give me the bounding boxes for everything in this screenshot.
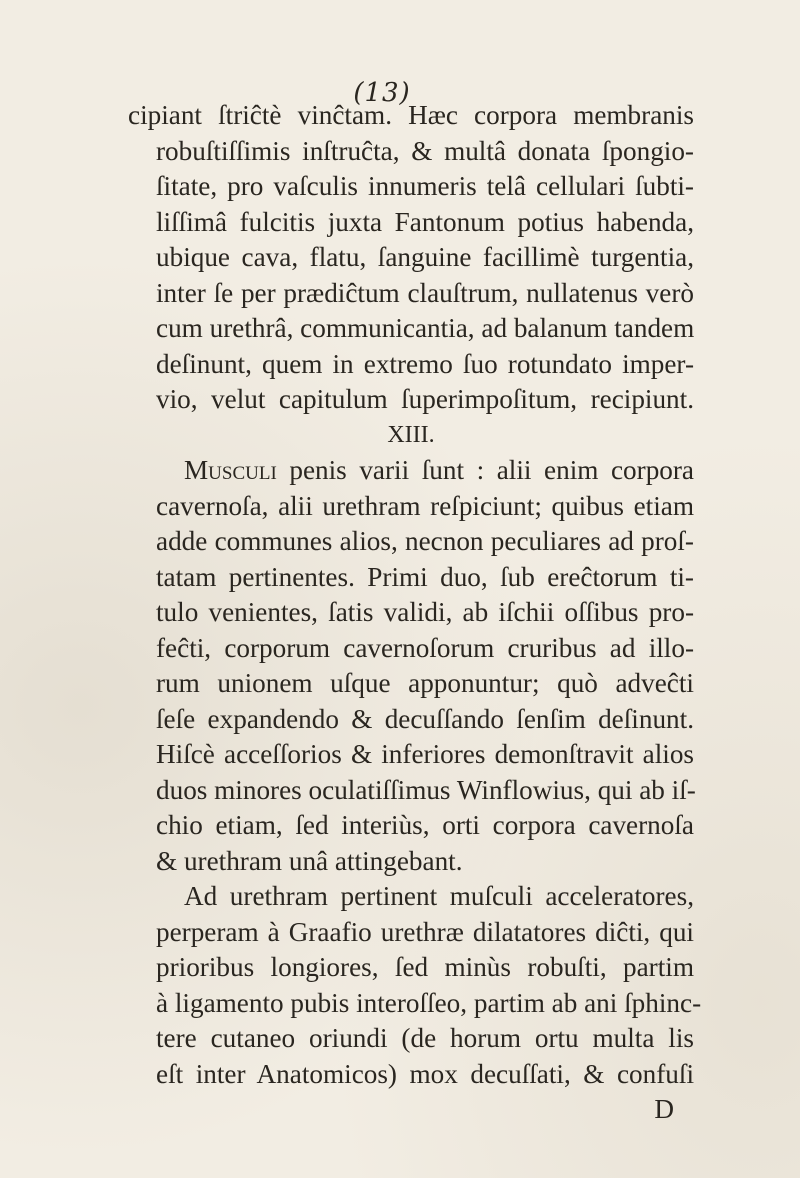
text-line: chio etiam, ſed interiùs, orti corpora cavernoſa bbox=[156, 810, 694, 840]
text-line: Ad urethram pertinent muſculi acceleratores, bbox=[184, 881, 694, 911]
text-line: rum unionem uſque apponuntur; quò adveĉti bbox=[156, 668, 694, 698]
text-line: feĉti, corporum cavernoſorum cruribus ad illo- bbox=[156, 632, 694, 663]
text-line: ſeſe expandendo & decuſſando ſenſim deſinunt. bbox=[156, 703, 694, 734]
text-line: liſſimâ fulcitis juxta Fantonum potius habenda, bbox=[156, 206, 694, 237]
text-line: cavernoſa, alii urethram reſpiciunt; quibus etiam bbox=[156, 490, 694, 521]
text-line: inter ſe per prædiĉtum clauſtrum, nullatenus verò bbox=[156, 277, 694, 308]
text-line: tulo venientes, ſatis validi, ab iſchii oſſibus pro- bbox=[156, 597, 694, 627]
text-line: adde communes alios, necnon peculiares ad proſ- bbox=[156, 526, 694, 556]
text-line: prioribus longiores, ſed minùs robuſti, partim bbox=[156, 952, 694, 982]
text-line: Hiſcè acceſſorios & inferiores demonſtravit alios bbox=[156, 739, 694, 769]
text-line: cipiant ſtriĉtè vinĉtam. Hæc corpora membranis bbox=[128, 100, 694, 130]
text-block bbox=[128, 98, 702, 1128]
text-line bbox=[128, 453, 694, 489]
text-line: tatam pertinentes. Primi duo, ſub ereĉtorum ti- bbox=[156, 561, 694, 592]
text-line: D bbox=[654, 1094, 674, 1124]
text-line: vio, velut capitulum ſuperimpoſitum, recipiunt. bbox=[156, 384, 694, 414]
text-line: XIII. bbox=[387, 421, 435, 448]
text-line: ſitate, pro vaſculis innumeris telâ cellulari ſubti- bbox=[156, 171, 694, 201]
text-line: & urethram unâ attingebant. bbox=[156, 845, 463, 876]
text-line: tere cutaneo oriundi (de horum ortu multa lis bbox=[156, 1023, 694, 1053]
text-line: ubique cava, flatu, ſanguine facillimè turgentia, bbox=[156, 242, 694, 272]
text-line: cum urethrâ, communicantia, ad balanum tandem bbox=[156, 313, 695, 343]
text-line: deſinunt, quem in extremo ſuo rotundato imper- bbox=[156, 348, 694, 379]
page-number: (13) bbox=[353, 78, 411, 108]
text-line: perperam à Graafio urethræ dilatatores diĉti, qui bbox=[156, 916, 694, 947]
text-line: robuſtiſſimis inſtruĉta, & multâ donata ſpongio- bbox=[156, 135, 694, 166]
smallcaps-word: Musculi bbox=[184, 455, 277, 485]
text-line: à ligamento pubis interoſſeo, partim ab ani ſphinc- bbox=[156, 987, 702, 1018]
text-line: eſt inter Anatomicos) mox decuſſati, & confuſi bbox=[156, 1058, 694, 1089]
line-text: penis varii ſunt : alii enim corpora bbox=[276, 455, 694, 485]
text-line: duos minores oculatiſſimus Winflowius, qui ab iſ- bbox=[156, 774, 696, 805]
